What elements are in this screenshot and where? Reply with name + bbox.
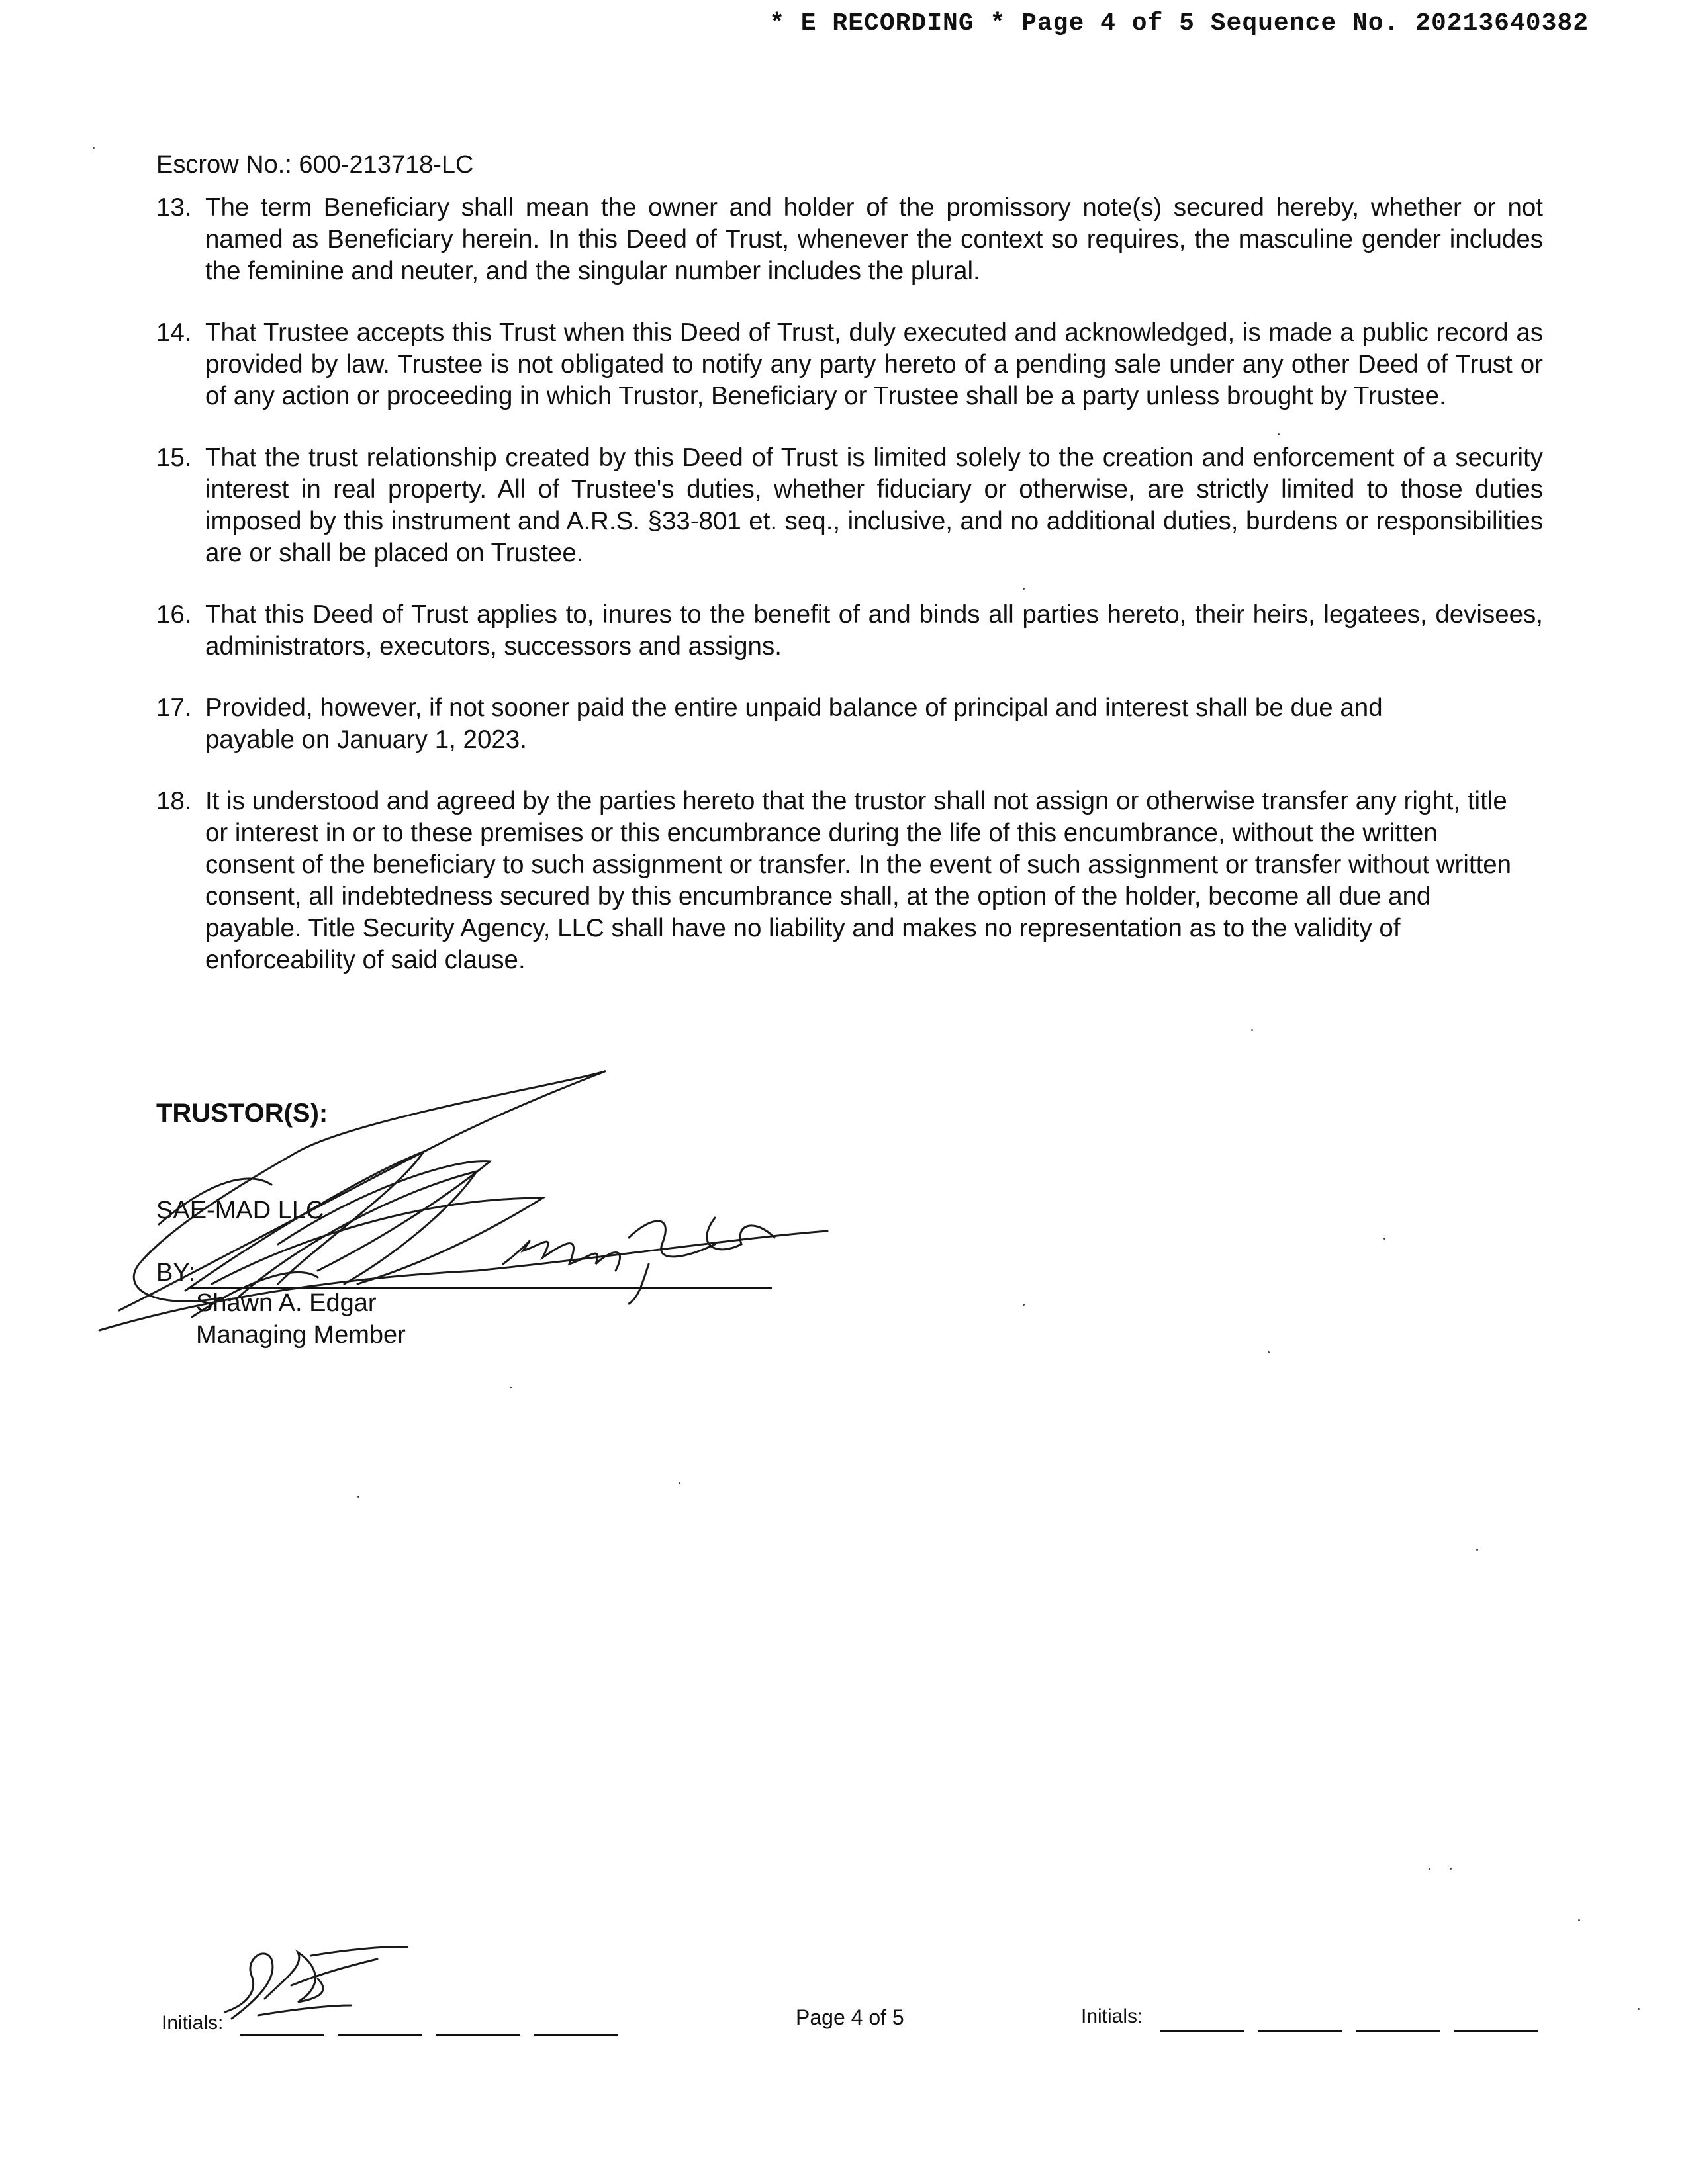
page-number: Page 4 of 5	[796, 2005, 904, 2029]
scan-speck	[1450, 1868, 1452, 1870]
clause-18	[156, 786, 1520, 976]
scan-speck	[510, 1387, 512, 1388]
scan-speck	[1638, 2008, 1640, 2010]
scan-speck	[1023, 1304, 1025, 1306]
footer-initials-label-right: Initials:	[1081, 2005, 1143, 2027]
escrow-label: Escrow No.:	[156, 151, 292, 179]
clause-number: 16.	[156, 600, 192, 629]
clause-15	[156, 442, 1543, 569]
initials-blank	[338, 2034, 422, 2036]
clause-text: The term Beneficiary shall mean the owner and holder of the promissory note(s) secured hereby, whether or not named as Beneficiary herein. In this Deed of Trust, whenever the context so requires, the masculine gender includes the feminine and neuter, and the singular number includes the plural.	[205, 193, 1543, 285]
by-label: BY:	[156, 1259, 196, 1287]
initials-lines-right	[1160, 2024, 1552, 2036]
initials-blank	[240, 2034, 324, 2036]
clause-14	[156, 317, 1543, 412]
initials-blank	[534, 2034, 618, 2036]
clause-17	[156, 692, 1407, 756]
clause-number: 15.	[156, 443, 192, 472]
trustor-label: TRUSTOR(S):	[156, 1099, 328, 1128]
clause-text: That Trustee accepts this Trust when this Deed of Trust, duly executed and acknowledged, is made a public record as provided by law. Trustee is not obligated to notify any party hereto of a pending sale under any other Deed of Trust or of any action or proceeding in which Trustor, Beneficiary or Trustee shall be a party unless brought by Trustee.	[205, 318, 1543, 410]
scan-speck	[1578, 1919, 1580, 1921]
recording-header: * E RECORDING * Page 4 of 5 Sequence No. 20213640382	[769, 9, 1589, 38]
scan-speck	[357, 1496, 359, 1498]
scan-speck	[1023, 588, 1025, 590]
clause-number: 17.	[156, 694, 192, 722]
initials-blank	[436, 2034, 520, 2036]
signer-name: Shawn A. Edgar	[196, 1289, 377, 1317]
clause-13	[156, 192, 1543, 287]
escrow-number	[156, 151, 473, 179]
clause-list	[156, 192, 1543, 1006]
clause-text: That this Deed of Trust applies to, inures to the benefit of and binds all parties hereto, their heirs, legatees, devisees, administrators, executors, successors and assigns.	[205, 600, 1543, 660]
scan-speck	[1278, 433, 1280, 435]
scan-speck	[1429, 1868, 1430, 1870]
scan-speck	[1383, 1238, 1385, 1240]
clause-text: Provided, however, if not sooner paid the entire unpaid balance of principal and interest shall be due and payable on January 1, 2023.	[205, 694, 1383, 754]
footer-initials-label-left: Initials:	[162, 2012, 224, 2034]
scan-speck	[1251, 1029, 1253, 1031]
handwritten-initials	[218, 1939, 410, 2025]
initials-blank	[1356, 2030, 1440, 2032]
escrow-value: 600-213718-LC	[299, 151, 474, 179]
clause-text: It is understood and agreed by the parties hereto that the trustor shall not assign or otherwise transfer any right, title or interest in or to these premises or this encumbrance during the life of this encumbrance, without the written consent of the beneficiary to such assignment or transfer. In the event of such assignment or transfer without written consent, all indebtedness secured by this encumbrance shall, at the option of the holder, become all due and payable. Title Security Agency, LLC shall have no liability and makes no representation as to the validity of enforceability of said clause.	[205, 787, 1512, 974]
clause-16	[156, 599, 1543, 662]
handwritten-signature	[79, 1046, 861, 1357]
trustor-company: SAE-MAD LLC	[156, 1197, 324, 1224]
scan-speck	[1268, 1351, 1270, 1353]
initials-blank	[1160, 2030, 1244, 2032]
signer-title: Managing Member	[196, 1321, 406, 1349]
initials-blank	[1454, 2030, 1538, 2032]
scan-speck	[1476, 1549, 1478, 1551]
clause-number: 14.	[156, 318, 192, 347]
initials-lines-left	[240, 2028, 632, 2040]
clause-text: That the trust relationship created by this Deed of Trust is limited solely to the creation and enforcement of a security interest in real property. All of Trustee's duties, whether fiduciary or otherwise, are strictly limited to those duties imposed by this instrument and A.R.S. §33-801 et. seq., inclusive, and no additional duties, burdens or responsibilities are or shall be placed on Trustee.	[205, 443, 1543, 567]
scan-speck	[679, 1482, 680, 1484]
clause-number: 13.	[156, 193, 192, 222]
initials-blank	[1258, 2030, 1342, 2032]
scan-speck	[93, 147, 95, 149]
clause-number: 18.	[156, 787, 192, 815]
